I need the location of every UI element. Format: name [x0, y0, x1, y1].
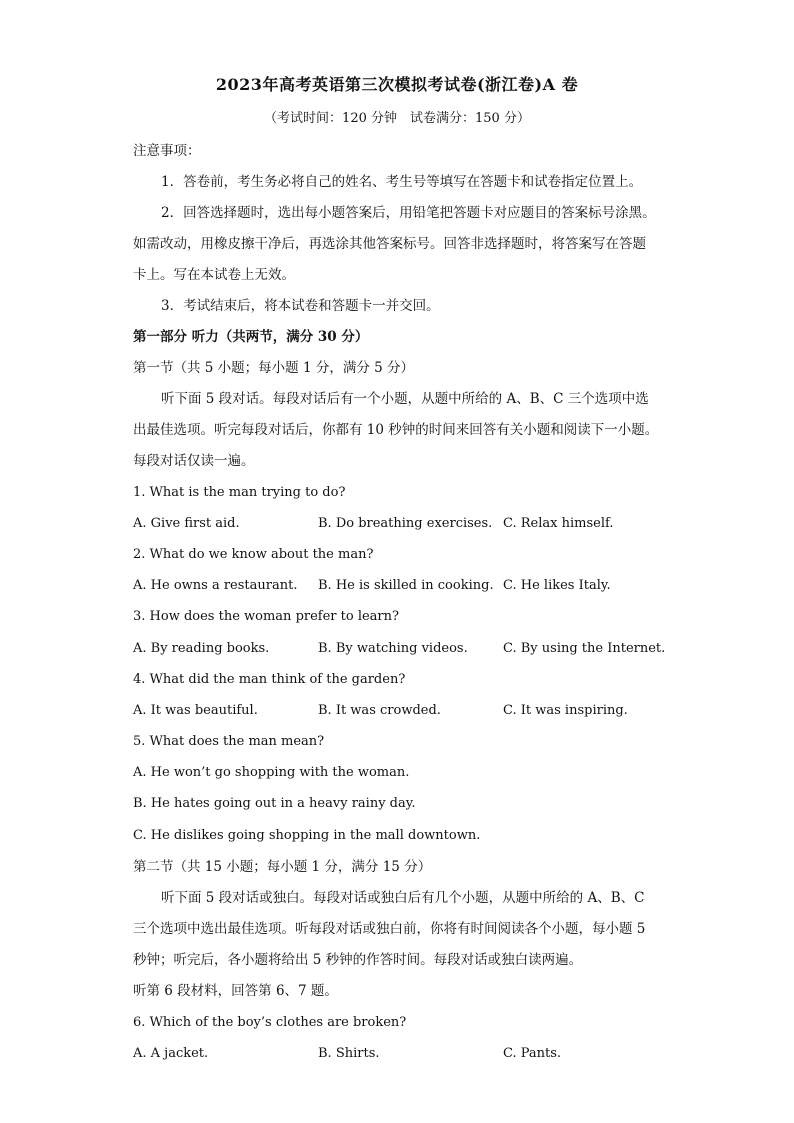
question-5: 5. What does the man mean? — [133, 734, 325, 749]
question-2: 2. What do we know about the man? — [133, 547, 374, 562]
option-b: B. He is skilled in cooking. — [318, 578, 494, 593]
exam-title: 2023年高考英语第三次模拟考试卷(浙江卷)A 卷 — [215, 75, 579, 94]
option-a: A. A jacket. — [133, 1046, 209, 1061]
note-line: 1．答卷前，考生务必将自己的姓名、考生号等填写在答题卡和试卷指定位置上。 — [161, 174, 643, 190]
option-c: C. By using the Internet. — [503, 641, 666, 656]
option-a: A. He owns a restaurant. — [133, 578, 298, 593]
option-a: A. Give first aid. — [133, 516, 240, 531]
question-3: 3. How does the woman prefer to learn? — [133, 609, 399, 624]
option-b: B. He hates going out in a heavy rainy day. — [133, 796, 416, 811]
part1-heading: 第一部分 听力（共两节，满分 30 分） — [133, 329, 369, 345]
option-c: C. He likes Italy. — [503, 578, 611, 593]
note-line: 卡上。写在本试卷上无效。 — [133, 267, 295, 283]
option-c: C. Relax himself. — [503, 516, 614, 531]
option-c: C. Pants. — [503, 1046, 562, 1061]
section1-instruction: 每段对话仅读一遍。 — [133, 453, 255, 469]
question-1: 1. What is the man trying to do? — [133, 485, 346, 500]
option-b: B. It was crowded. — [318, 703, 441, 718]
material-note: 听第 6 段材料，回答第 6、7 题。 — [133, 983, 338, 999]
section1-instruction: 出最佳选项。听完每段对话后，你都有 10 秒钟的时间来回答有关小题和阅读下一小题。 — [133, 422, 659, 438]
notes-heading: 注意事项： — [133, 143, 201, 159]
question-6: 6. Which of the boy’s clothes are broken? — [133, 1015, 407, 1030]
note-line: 2．回答选择题时，选出每小题答案后，用铅笔把答题卡对应题目的答案标号涂黑。 — [161, 205, 656, 221]
exam-subtitle: （考试时间：120 分钟 试卷满分：150 分） — [264, 111, 530, 126]
option-a: A. By reading books. — [133, 641, 270, 656]
section2-instruction: 听下面 5 段对话或独白。每段对话或独白后有几个小题，从题中所给的 A、B、C — [161, 890, 645, 906]
section2-instruction: 秒钟；听完后，各小题将给出 5 秒钟的作答时间。每段对话或独白读两遍。 — [133, 952, 583, 968]
option-b: B. By watching videos. — [318, 641, 468, 656]
section2-instruction: 三个选项中选出最佳选项。听每段对话或独白前，你将有时间阅读各个小题，每小题 5 — [133, 921, 646, 937]
option-c: C. He dislikes going shopping in the mall downtown. — [133, 828, 481, 843]
option-b: B. Do breathing exercises. — [318, 516, 493, 531]
option-b: B. Shirts. — [318, 1046, 380, 1061]
note-line: 如需改动，用橡皮擦干净后，再选涂其他答案标号。回答非选择题时，将答案写在答题 — [133, 236, 646, 252]
section1-heading: 第一节（共 5 小题；每小题 1 分，满分 5 分） — [133, 360, 415, 376]
option-a: A. He won’t go shopping with the woman. — [133, 765, 410, 780]
option-c: C. It was inspiring. — [503, 703, 628, 718]
section1-instruction: 听下面 5 段对话。每段对话后有一个小题，从题中所给的 A、B、C 三个选项中选 — [161, 391, 649, 407]
option-a: A. It was beautiful. — [133, 703, 258, 718]
question-4: 4. What did the man think of the garden? — [133, 672, 406, 687]
section2-heading: 第二节（共 15 小题；每小题 1 分，满分 15 分） — [133, 859, 432, 875]
note-line: 3．考试结束后，将本试卷和答题卡一并交回。 — [161, 298, 440, 314]
